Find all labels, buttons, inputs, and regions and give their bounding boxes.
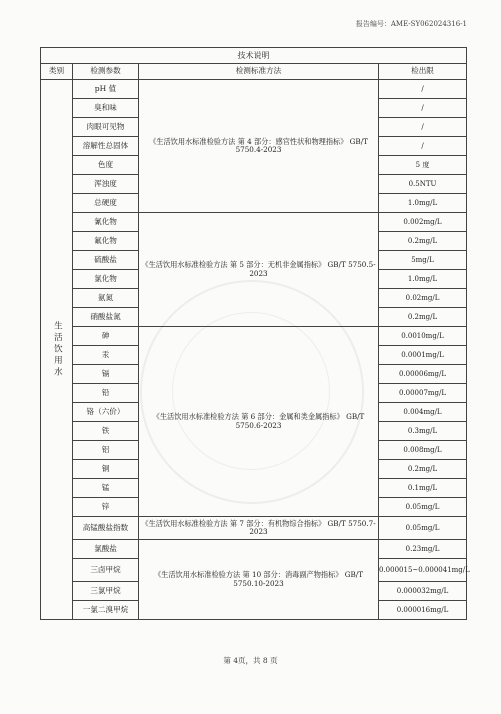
category-label: 生活饮用水 — [52, 320, 63, 379]
table-row — [41, 327, 467, 346]
limit-cell: 0.000032mg/L — [379, 582, 467, 601]
table-title: 技术说明 — [41, 48, 467, 64]
limit-cell: 1.0mg/L — [379, 270, 467, 289]
param-cell: 溶解性总固体 — [73, 137, 139, 156]
table-row — [41, 540, 467, 559]
param-cell: 色度 — [73, 156, 139, 175]
limit-cell: / — [379, 137, 467, 156]
limit-cell: 0.3mg/L — [379, 422, 467, 441]
param-cell: 一氯二溴甲烷 — [73, 601, 139, 620]
param-cell: 氰化物 — [73, 213, 139, 232]
header-method: 检测标准方法 — [139, 64, 379, 80]
limit-cell: 0.1mg/L — [379, 479, 467, 498]
category-cell — [41, 80, 73, 620]
limit-cell: 0.23mg/L — [379, 540, 467, 559]
limit-cell: / — [379, 118, 467, 137]
method-cell: 《生活饮用水标准检验方法 第 5 部分：无机非金属指标》 GB/T 5750.5-2023 — [139, 213, 379, 327]
param-cell: 铁 — [73, 422, 139, 441]
limit-cell: 0.05mg/L — [379, 498, 467, 517]
limit-cell: 0.008mg/L — [379, 441, 467, 460]
table-row — [41, 80, 467, 99]
limit-cell: 1.0mg/L — [379, 194, 467, 213]
method-cell: 《生活饮用水标准检验方法 第 10 部分：消毒副产物指标》 GB/T 5750.10-2023 — [139, 540, 379, 620]
param-cell: 氯酸盐 — [73, 540, 139, 559]
limit-cell: 5mg/L — [379, 251, 467, 270]
param-cell: 汞 — [73, 346, 139, 365]
limit-cell: 0.0001mg/L — [379, 346, 467, 365]
param-cell: 硫酸盐 — [73, 251, 139, 270]
param-cell: 锌 — [73, 498, 139, 517]
limit-cell: / — [379, 80, 467, 99]
method-cell: 《生活饮用水标准检验方法 第 7 部分：有机物综合指标》 GB/T 5750.7-2023 — [139, 517, 379, 540]
limit-cell: 0.2mg/L — [379, 232, 467, 251]
param-cell: 硝酸盐氮 — [73, 308, 139, 327]
report-number: 报告编号：AME-SY062024316-1 — [355, 20, 467, 28]
param-cell: pH 值 — [73, 80, 139, 99]
limit-cell: 0.02mg/L — [379, 289, 467, 308]
param-cell: 镉 — [73, 365, 139, 384]
limit-cell: 5 度 — [379, 156, 467, 175]
limit-cell: 0.002mg/L — [379, 213, 467, 232]
page-footer: 第 4页，共 8 页 — [223, 656, 278, 665]
limit-cell: 0.00006mg/L — [379, 365, 467, 384]
limit-cell: 0.004mg/L — [379, 403, 467, 422]
header-category: 类别 — [41, 64, 73, 80]
param-cell: 浑浊度 — [73, 175, 139, 194]
table-row — [41, 517, 467, 540]
method-cell: 《生活饮用水标准检验方法 第 6 部分：金属和类金属指标》 GB/T 5750.6-2023 — [139, 327, 379, 517]
header-limit: 检出限 — [379, 64, 467, 80]
param-cell: 铜 — [73, 460, 139, 479]
param-cell: 高锰酸盐指数 — [73, 517, 139, 540]
limit-cell: 0.5NTU — [379, 175, 467, 194]
limit-cell: / — [379, 99, 467, 118]
limit-cell: 0.000015~0.000041mg/L — [379, 559, 467, 582]
limit-cell: 0.00007mg/L — [379, 384, 467, 403]
param-cell: 砷 — [73, 327, 139, 346]
table-row — [41, 213, 467, 232]
limit-cell: 0.0010mg/L — [379, 327, 467, 346]
param-cell: 三氯甲烷 — [73, 582, 139, 601]
param-cell: 氯化物 — [73, 270, 139, 289]
limit-cell: 0.2mg/L — [379, 460, 467, 479]
param-cell: 臭和味 — [73, 99, 139, 118]
param-cell: 锰 — [73, 479, 139, 498]
limit-cell: 0.000016mg/L — [379, 601, 467, 620]
limit-cell: 0.2mg/L — [379, 308, 467, 327]
param-cell: 铝 — [73, 441, 139, 460]
param-cell: 氟化物 — [73, 232, 139, 251]
param-cell: 总硬度 — [73, 194, 139, 213]
param-cell: 肉眼可见物 — [73, 118, 139, 137]
param-cell: 氨氮 — [73, 289, 139, 308]
method-cell: 《生活饮用水标准检验方法 第 4 部分：感官性状和物理指标》 GB/T 5750.4-2023 — [139, 80, 379, 213]
param-cell: 铅 — [73, 384, 139, 403]
technical-table — [40, 47, 470, 620]
limit-cell: 0.05mg/L — [379, 517, 467, 540]
param-cell: 三卤甲烷 — [73, 559, 139, 582]
header-param: 检测参数 — [73, 64, 139, 80]
param-cell: 铬（六价） — [73, 403, 139, 422]
